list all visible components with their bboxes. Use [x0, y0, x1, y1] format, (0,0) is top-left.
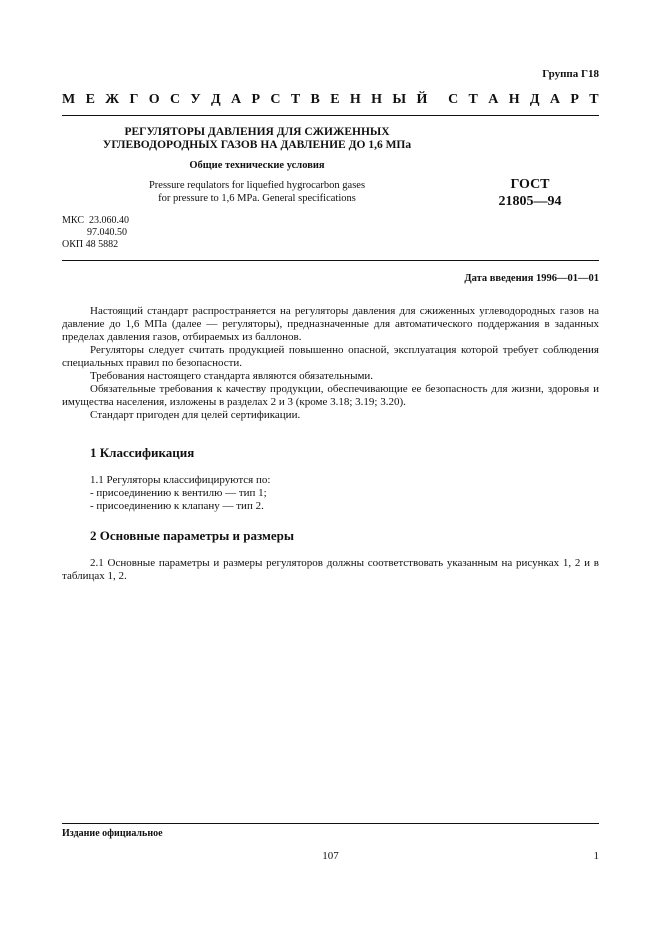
section2-content — [62, 557, 599, 583]
okp-code: ОКП 48 5882 — [62, 239, 119, 250]
classification-codes — [62, 215, 129, 251]
banner-letter: Н — [349, 92, 361, 107]
paragraph: 2.1 Основные параметры и размеры регуляторов должны соответствовать указанным на рисунках 1, 2 и в таблицах 1, 2. — [62, 557, 599, 582]
title-line: УГЛЕВОДОРОДНЫХ ГАЗОВ НА ДАВЛЕНИЕ ДО 1,6 МПа — [102, 139, 412, 151]
title-line: РЕГУЛЯТОРЫ ДАВЛЕНИЯ ДЛЯ СЖИЖЕННЫХ — [124, 126, 390, 138]
section1-content — [90, 474, 270, 513]
document-title — [62, 126, 452, 152]
list-item: - присоединению к клапану — тип 2. — [90, 500, 264, 512]
banner-letter: Т — [589, 92, 599, 107]
section-heading: 2 Основные параметры и размеры — [90, 528, 295, 543]
banner-letter: Ы — [392, 92, 407, 107]
gost-number: 21805—94 — [498, 194, 562, 209]
english-title-line: Pressure requlators for liquefied hygrocarbon gases — [148, 180, 366, 191]
banner-letter: О — [148, 92, 160, 107]
top-divider — [62, 115, 599, 116]
banner-letter: А — [231, 92, 242, 107]
list-item: - присоединению к вентилю — тип 1; — [90, 487, 267, 499]
banner-letter: Д — [211, 92, 221, 107]
banner-letter: Р — [251, 92, 261, 107]
banner-letter: А — [549, 92, 561, 107]
paragraph: Стандарт пригоден для целей сертификации. — [90, 409, 301, 421]
section-heading: 1 Классификация — [90, 445, 195, 460]
paragraph: Настоящий стандарт распространяется на регуляторы давления для сжиженных углеводородных газов на давление до 1,6 МПа (далее — регуляторы), предназначенные для автоматического поддержания в заданных пределах давления газов, отбираемых из баллонов. — [62, 305, 599, 343]
gost-label: ГОСТ — [510, 177, 550, 192]
banner-letter: Д — [529, 92, 540, 107]
footer-divider — [62, 823, 599, 824]
mks-code: МКС 23.060.40 — [62, 215, 129, 226]
page-index: 1 — [593, 850, 599, 862]
official-edition: Издание официальное — [62, 828, 163, 839]
banner-letter: Т — [290, 92, 301, 107]
banner-letter: Н — [371, 92, 383, 107]
standard-banner — [62, 92, 599, 108]
document-subtitle: Общие технические условия — [189, 160, 325, 171]
banner-letter: А — [488, 92, 499, 107]
banner-letter: Р — [570, 92, 579, 107]
banner-letter: У — [190, 92, 201, 107]
banner-letter: Ж — [105, 92, 120, 107]
english-title-line: for pressure to 1,6 MPa. General specifications — [158, 193, 356, 204]
introduction-date: Дата введения 1996—01—01 — [464, 273, 599, 284]
intro-text — [62, 305, 599, 422]
banner-letter: С — [448, 92, 459, 107]
banner-letter: Н — [508, 92, 520, 107]
banner-letter: М — [62, 92, 76, 107]
clause-lead: 1.1 Регуляторы классифицируются по: — [90, 474, 271, 486]
banner-letter: Е — [85, 92, 95, 107]
header-divider — [62, 260, 599, 261]
paragraph: Обязательные требования к качеству продукции, обеспечивающие ее безопасность для жизни, здоровья и имущества населения, изложены в разделах 2 и 3 (кроме 3.18; 3.19; 3.20). — [62, 383, 599, 408]
gost-designation — [470, 176, 590, 210]
page-number: 107 — [322, 850, 339, 862]
group-label: Группа Г18 — [542, 68, 599, 80]
paragraph: Регуляторы следует считать продукцией повышенно опасной, эксплуатация которой требует соблюдения специальных правил по безопасности. — [62, 344, 599, 369]
banner-letter: Й — [416, 92, 428, 107]
banner-letter: С — [270, 92, 281, 107]
banner-letter: Т — [468, 92, 478, 107]
english-title — [62, 179, 452, 205]
banner-letter: Г — [129, 92, 139, 107]
banner-letter: С — [169, 92, 181, 107]
banner-letter: Е — [330, 92, 340, 107]
paragraph: Требования настоящего стандарта являются обязательными. — [90, 370, 374, 382]
mks-code: 97.040.50 — [62, 227, 127, 238]
banner-letter: В — [310, 92, 320, 107]
